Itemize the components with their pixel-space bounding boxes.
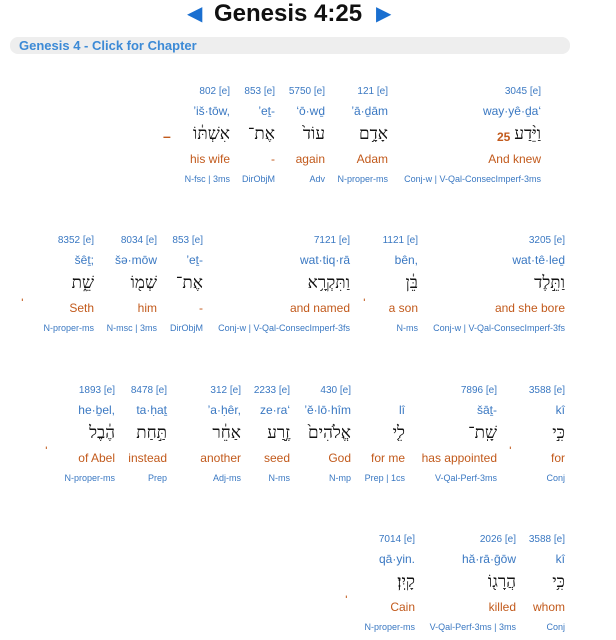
transliteration-link[interactable]: ’ā·ḏām [351,104,388,118]
parsing-link[interactable]: Conj [546,622,565,632]
hebrew-word-link[interactable]: וַתִּקְרָ֥א [307,273,350,293]
hebrew-word-link[interactable]: שֵׁ֑ת [71,273,94,293]
hebrew-word-link[interactable]: שְׁמ֖וֹ [130,273,157,293]
transliteration-link[interactable]: he·ḇel, [78,403,115,417]
transliteration-link[interactable]: way·yê·ḏa‘ [482,104,541,118]
parsing-link[interactable]: N-fsc | 3ms [184,174,230,184]
english-gloss: whom [532,600,565,614]
parsing-link[interactable]: N-ms [268,473,290,483]
strongs-number-link[interactable]: 3205 [e] [528,235,565,246]
english-gloss: for [550,451,565,465]
parsing-link[interactable]: V-Qal-Perf-3ms [434,473,497,483]
transliteration-link[interactable]: ’eṯ- [186,253,203,267]
parsing-link[interactable]: Adj-ms [212,473,241,483]
maqaf-dash: – [163,128,171,144]
transliteration-link[interactable]: kî [555,552,565,566]
english-gloss: his wife [189,152,230,166]
transliteration-link[interactable]: qā·yin. [378,552,415,566]
english-gloss: has appointed [421,451,497,465]
transliteration-link[interactable]: ’iš·tōw, [193,104,230,118]
english-gloss: - [199,301,203,315]
english-gloss: a son [388,301,418,315]
english-gloss: Cain [390,600,415,614]
punctuation-comma: ˌ [362,285,367,301]
hebrew-word-link[interactable]: כִּ֥י [552,572,565,592]
next-verse-icon[interactable]: ▶ [376,3,392,25]
parsing-link[interactable]: Conj-w | V-Qal-ConsecImperf-3fs [218,323,350,333]
transliteration-link[interactable]: ta·ḥaṯ [136,403,167,417]
strongs-number-link[interactable]: 8034 [e] [120,235,157,246]
punctuation-comma: ˌ [44,433,49,449]
transliteration-link[interactable]: šāṯ- [476,403,497,417]
english-gloss: Adam [356,152,388,166]
previous-verse-icon[interactable]: ◀ [187,3,203,25]
hebrew-word-link[interactable]: וַתֵּ֣לֶד [534,273,565,293]
english-gloss: seed [263,451,290,465]
strongs-number-link[interactable]: 802 [e] [199,86,230,97]
english-gloss: again [295,152,325,166]
parsing-link[interactable]: N-proper-ms [43,323,94,333]
hebrew-word-link[interactable]: אָדָ֥ם [359,124,388,144]
hebrew-word-link[interactable]: כִּ֣י [552,423,565,443]
transliteration-link[interactable]: ‘ō·wḏ [296,104,325,118]
parsing-link[interactable]: N-proper-ms [364,622,415,632]
word-column [0,385,115,485]
hebrew-word-link[interactable]: אֶת־ [247,124,275,144]
hebrew-word-link[interactable]: וַיֵּ֨דַע [514,124,541,144]
english-gloss: God [328,451,351,465]
strongs-number-link[interactable]: 8352 [e] [57,235,94,246]
parsing-link[interactable]: N-ms [396,323,418,333]
strongs-number-link[interactable]: 2233 [e] [253,385,290,396]
hebrew-word-link[interactable]: שָֽׁת־ [468,423,497,443]
strongs-number-link[interactable]: 1121 [e] [382,235,418,246]
parsing-link[interactable]: Conj-w | V-Qal-ConsecImperf-3ms [404,174,541,184]
english-gloss: - [271,152,275,166]
parsing-link[interactable]: Adv [309,174,325,184]
strongs-number-link[interactable]: 7896 [e] [460,385,497,396]
word-column [0,534,415,634]
strongs-number-link[interactable]: 312 [e] [210,385,241,396]
hebrew-word-link[interactable]: לִ֤י [392,423,405,443]
english-gloss: killed [488,600,516,614]
strongs-number-link[interactable]: 5750 [e] [288,86,325,97]
english-gloss: for me [370,451,405,465]
hebrew-word-link[interactable]: הֶ֔בֶל [89,423,115,443]
transliteration-link[interactable]: ’ĕ·lō·hîm [304,403,351,417]
transliteration-link[interactable]: wat·tê·leḏ [512,253,565,267]
word-column [0,86,230,186]
hebrew-word-link[interactable]: עוֹד֙ [302,124,325,144]
strongs-number-link[interactable]: 853 [e] [172,235,203,246]
parsing-link[interactable]: N-msc | 3ms [106,323,157,333]
hebrew-word-link[interactable]: אֶת־ [175,273,203,293]
word-column [0,235,94,335]
transliteration-link[interactable]: kî [555,403,565,417]
transliteration-link[interactable]: wat·tiq·rā [299,253,350,267]
transliteration-link[interactable]: ze·ra‘ [259,403,290,417]
hebrew-word-link[interactable]: בֵּ֔ן [405,273,418,293]
parsing-link[interactable]: DirObjM [242,174,275,184]
parsing-link[interactable]: N-proper-ms [64,473,115,483]
strongs-number-link[interactable]: 8478 [e] [130,385,167,396]
parsing-link[interactable]: V-Qal-Perf-3ms | 3ms [429,622,516,632]
parsing-link[interactable]: Conj-w | V-Qal-ConsecImperf-3fs [433,323,565,333]
chapter-link-bar[interactable] [10,37,570,54]
strongs-number-link[interactable]: 430 [e] [320,385,351,396]
hebrew-word-link[interactable]: אַחֵ֔ר [212,423,241,443]
transliteration-link[interactable]: ’eṯ- [258,104,275,118]
verse-header [0,0,616,30]
english-gloss: Seth [69,301,94,315]
transliteration-link[interactable]: šêṯ; [74,253,94,267]
parsing-link[interactable]: DirObjM [170,323,203,333]
punctuation-comma: ˌ [344,582,349,598]
punctuation-comma: ˌ [20,285,25,301]
strongs-number-link[interactable]: 1893 [e] [78,385,115,396]
hebrew-word-link[interactable]: תַּ֣חַת [136,423,167,443]
english-gloss: of Abel [78,451,115,465]
parsing-link[interactable]: N-mp [329,473,351,483]
page-title: Genesis 4:25 [214,0,363,27]
english-gloss: And knew [488,152,541,166]
hebrew-word-link[interactable]: הֲרָג֖וֹ [487,572,516,592]
strongs-number-link[interactable]: 121 [e] [357,86,388,97]
punctuation-comma: ˌ [508,433,513,449]
hebrew-word-link[interactable]: אֱלֹהִים֙ [308,423,351,443]
hebrew-word-link[interactable]: קָֽיִן׃ [397,572,415,592]
strongs-number-link[interactable]: 3588 [e] [528,385,565,396]
transliteration-link[interactable]: ’a·ḥêr, [207,403,241,417]
parsing-link[interactable]: Prep | 1cs [364,473,405,483]
transliteration-link[interactable]: hă·rā·ḡōw [461,552,516,566]
chapter-link[interactable]: Genesis 4 - Click for Chapter [19,38,197,53]
hebrew-word-link[interactable]: אִשְׁתּ֔וֹ [193,124,230,144]
transliteration-link[interactable]: bên, [394,253,418,267]
parsing-link[interactable]: Prep [147,473,167,483]
english-gloss: and she bore [494,301,565,315]
transliteration-link[interactable]: lî [399,403,405,417]
english-gloss: instead [128,451,167,465]
strongs-number-link[interactable]: 7121 [e] [313,235,350,246]
english-gloss: him [137,301,157,315]
strongs-number-link[interactable]: 853 [e] [244,86,275,97]
english-gloss: and named [289,301,350,315]
strongs-number-link[interactable]: 7014 [e] [378,534,415,545]
strongs-number-link[interactable]: 3045 [e] [504,86,541,97]
verse-number: 25 [497,130,511,144]
hebrew-word-link[interactable]: זֶ֣רַע [267,423,290,443]
parsing-link[interactable]: Conj [546,473,565,483]
transliteration-link[interactable]: šə·mōw [114,253,157,267]
strongs-number-link[interactable]: 3588 [e] [528,534,565,545]
strongs-number-link[interactable]: 2026 [e] [479,534,516,545]
english-gloss: another [200,451,241,465]
parsing-link[interactable]: N-proper-ms [337,174,388,184]
